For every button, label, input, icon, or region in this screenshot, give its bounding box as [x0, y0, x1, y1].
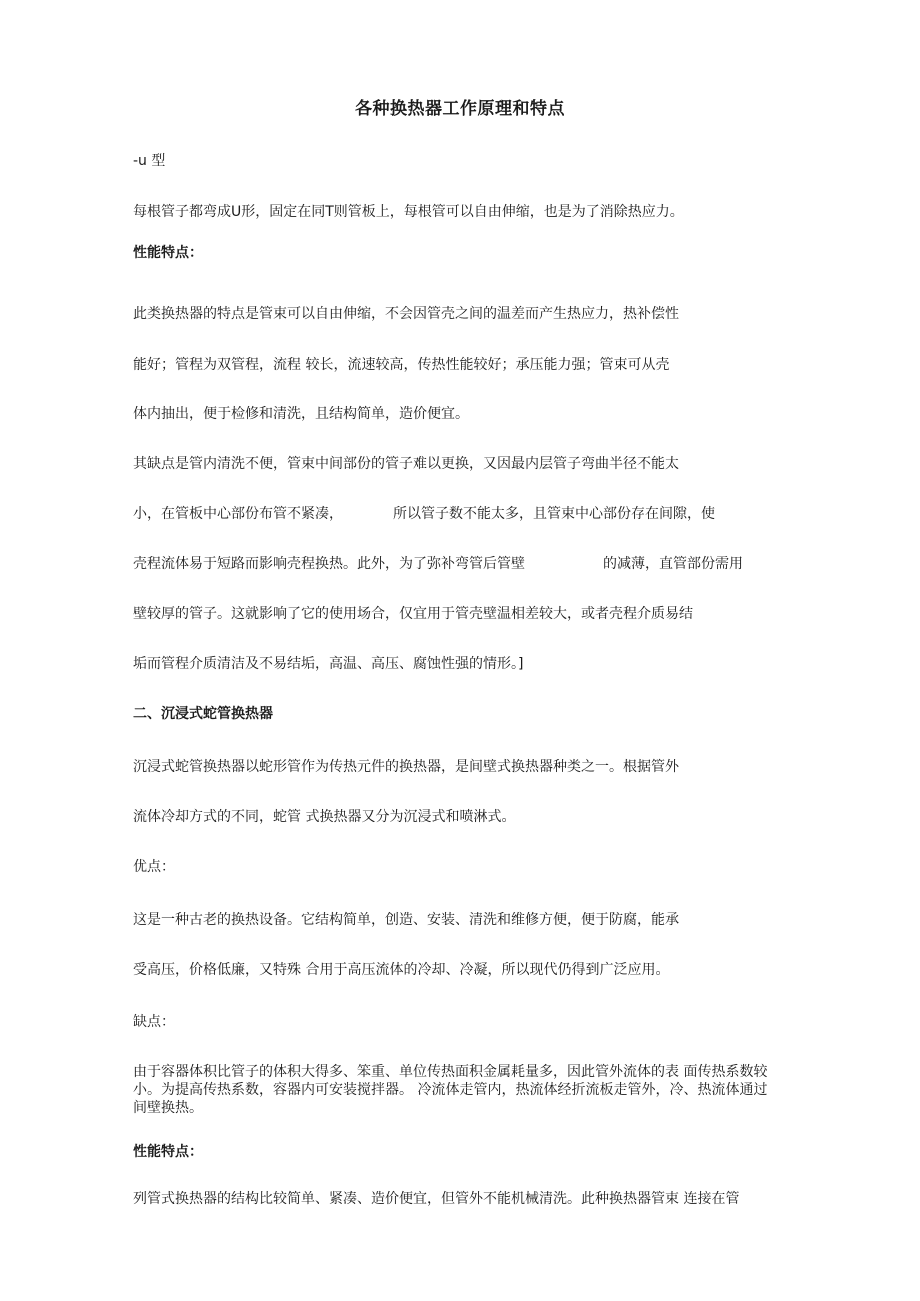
section-u-line-4: 其缺点是管内清洗不便，管束中间部份的管子难以更换，又因最内层管子弯曲半径不能太 [133, 456, 679, 472]
section-u-line-6a: 壳程流体易于短路而影响壳程换热。此外，为了弥补弯管后管壁 [133, 556, 525, 572]
section-2-line-1: 沉浸式蛇管换热器以蛇形管作为传热元件的换热器，是间壁式换热器种类之一。根据管外 [133, 759, 679, 775]
section-u-line-5a: 小，在管板中心部份布管不紧凑， [133, 506, 343, 522]
section-2-perf-label: 性能特点： [133, 1144, 203, 1160]
cons-paragraph: 由于容器体积比管子的体积大得多、笨重、单位传热面积金属耗量多，因此管外流体的表 面传热系数较小。为提高传热系数，容器内可安装搅拌器。 冷流体走管内，热流体经折流板走管外，冷、热流体通过间壁换热。 [133, 1064, 768, 1116]
section-u-line-2: 能好；管程为双管程，流程 较长，流速较高，传热性能较好；承压能力强；管束可从壳 [133, 357, 670, 373]
pros-line-2: 受高压，价格低廉，又特殊 合用于高压流体的冷却、冷凝，所以现代仍得到广泛应用。 [133, 962, 670, 978]
pros-label: 优点： [133, 859, 175, 875]
section-2-line-2: 流体冷却方式的不同，蛇管 式换热器又分为沉浸式和喷淋式。 [133, 809, 516, 825]
section-u-heading: -u 型 [133, 153, 166, 169]
section-u-line-1: 此类换热器的特点是管束可以自由伸缩，不会因管壳之间的温差而产生热应力，热补偿性 [133, 306, 679, 322]
section-u-line-5b: 所以管子数不能太多，且管束中心部份存在间隙，使 [393, 506, 715, 522]
document-title: 各种换热器工作原理和特点 [355, 99, 565, 119]
section-u-line-3: 体内抽出，便于检修和清洗，且结构简单，造价便宜。 [133, 406, 469, 422]
section-u-line-6b: 的减薄，直管部份需用 [603, 556, 743, 572]
section-u-intro: 每根管子都弯成U形，固定在同T则管板上，每根管可以自由伸缩，也是为了消除热应力。 [133, 204, 684, 220]
section-u-line-8: 垢而管程介质清洁及不易结垢，高温、高压、腐蚀性强的情形。] [133, 656, 524, 672]
section-u-perf-label: 性能特点： [133, 245, 203, 261]
section-2-heading: 二、沉浸式蛇管换热器 [133, 706, 273, 722]
pros-line-1: 这是一种古老的换热设备。它结构简单，创造、安装、清洗和维修方便，便于防腐，能承 [133, 912, 679, 928]
section-u-line-7: 壁较厚的管子。这就影响了它的使用场合，仅宜用于管壳壁温相差较大，或者壳程介质易结 [133, 606, 693, 622]
cons-label: 缺点： [133, 1014, 175, 1030]
section-2-perf-line: 列管式换热器的结构比较简单、紧凑、造价便宜，但管外不能机械清洗。此种换热器管束 连接在管 [133, 1191, 740, 1207]
